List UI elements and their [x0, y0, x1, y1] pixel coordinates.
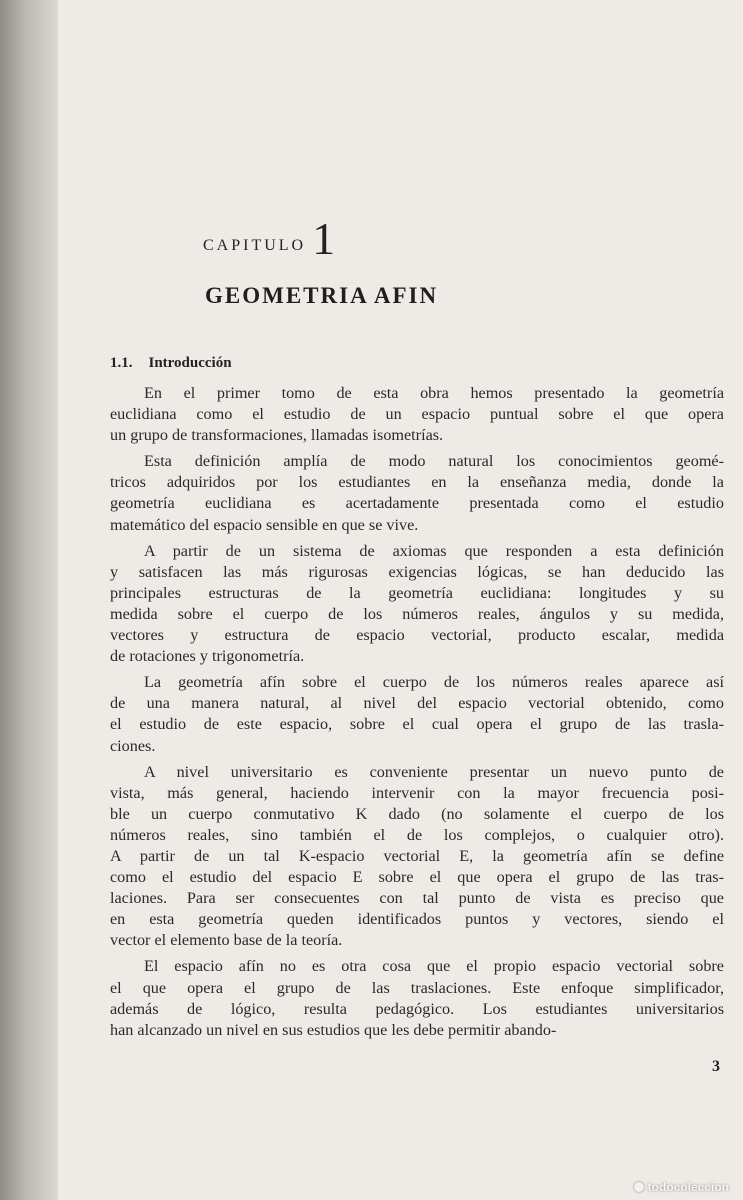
- page-number: 3: [712, 1058, 720, 1075]
- chapter-title: GEOMETRIA AFIN: [205, 283, 439, 308]
- text-line: de rotaciones y trigonometría.: [110, 647, 305, 666]
- paragraph: [110, 383, 724, 446]
- text-line: A partir de un tal K-espacio vectorial E, la geometría afín se define: [110, 846, 724, 865]
- paragraph: [110, 451, 724, 535]
- text-line: laciones. Para ser consecuentes con tal punto de vista es preciso que: [110, 889, 724, 908]
- text-line: principales estructuras de la geometría euclidiana: longitudes y su: [110, 583, 724, 602]
- text-line: vector el elemento base de la teoría.: [110, 931, 343, 950]
- text-line: han alcanzado un nivel en sus estudios que les debe permitir abando-: [110, 1020, 557, 1039]
- text-line: Esta definición amplía de modo natural los conocimientos geomé-: [144, 452, 724, 471]
- section-number: 1.1.: [110, 355, 133, 371]
- text-line: en esta geometría queden identificados puntos y vectores, siendo el: [110, 910, 724, 929]
- text-line: ble un cuerpo conmutativo K dado (no solamente el cuerpo de los: [110, 804, 724, 823]
- watermark: [634, 1180, 729, 1194]
- section-title: Introducción: [148, 355, 232, 371]
- text-line: números reales, sino también el de los complejos, o cualquier otro).: [110, 825, 724, 844]
- text-line: el que opera el grupo de las traslaciones. Este enfoque simplificador,: [110, 978, 724, 997]
- text-line: vista, más general, haciendo intervenir con la mayor frecuencia posi-: [110, 783, 724, 802]
- text-line: El espacio afín no es otra cosa que el propio espacio vectorial sobre: [144, 957, 724, 976]
- chapter-number: 1: [312, 213, 336, 264]
- chapter-heading: [203, 212, 335, 265]
- watermark-logo-icon: [634, 1182, 644, 1192]
- paragraph: [110, 541, 724, 668]
- text-line: matemático del espacio sensible en que se vive.: [110, 515, 419, 534]
- paragraph: [110, 672, 724, 756]
- text-line: un grupo de transformaciones, llamadas isometrías.: [110, 426, 444, 445]
- book-gutter: [0, 0, 58, 1200]
- text-line: A nivel universitario es conveniente presentar un nuevo punto de: [144, 762, 724, 781]
- paragraph: [110, 956, 724, 1040]
- body-text: [110, 383, 724, 1046]
- text-line: La geometría afín sobre el cuerpo de los números reales aparece así: [144, 673, 724, 692]
- text-line: euclidiana como el estudio de un espacio puntual sobre el que opera: [110, 405, 724, 424]
- text-line: como el estudio del espacio E sobre el que opera el grupo de las tras-: [110, 868, 724, 887]
- text-line: En el primer tomo de esta obra hemos presentado la geometría: [144, 384, 724, 402]
- paragraph: [110, 762, 724, 952]
- text-line: A partir de un sistema de axiomas que responden a esta definición: [144, 541, 724, 560]
- text-line: ciones.: [110, 736, 156, 755]
- text-line: de una manera natural, al nivel del espacio vectorial obtenido, como: [110, 694, 724, 713]
- text-line: vectores y estructura de espacio vectorial, producto escalar, medida: [110, 626, 724, 645]
- text-line: y satisfacen las más rigurosas exigencias lógicas, se han deducido las: [110, 562, 724, 581]
- section-heading: [110, 355, 232, 372]
- watermark-text: todocoleccion: [647, 1180, 729, 1194]
- chapter-label: CAPITULO: [203, 237, 307, 254]
- text-line: geometría euclidiana es acertadamente presentada como el estudio: [110, 494, 724, 513]
- text-line: el estudio de este espacio, sobre el cual opera el grupo de las trasla-: [110, 715, 724, 734]
- text-line: medida sobre el cuerpo de los números reales, ángulos y su medida,: [110, 604, 724, 623]
- text-line: además de lógico, resulta pedagógico. Los estudiantes universitarios: [110, 999, 724, 1018]
- book-page: [58, 0, 743, 1200]
- text-line: tricos adquiridos por los estudiantes en la enseñanza media, donde la: [110, 473, 724, 492]
